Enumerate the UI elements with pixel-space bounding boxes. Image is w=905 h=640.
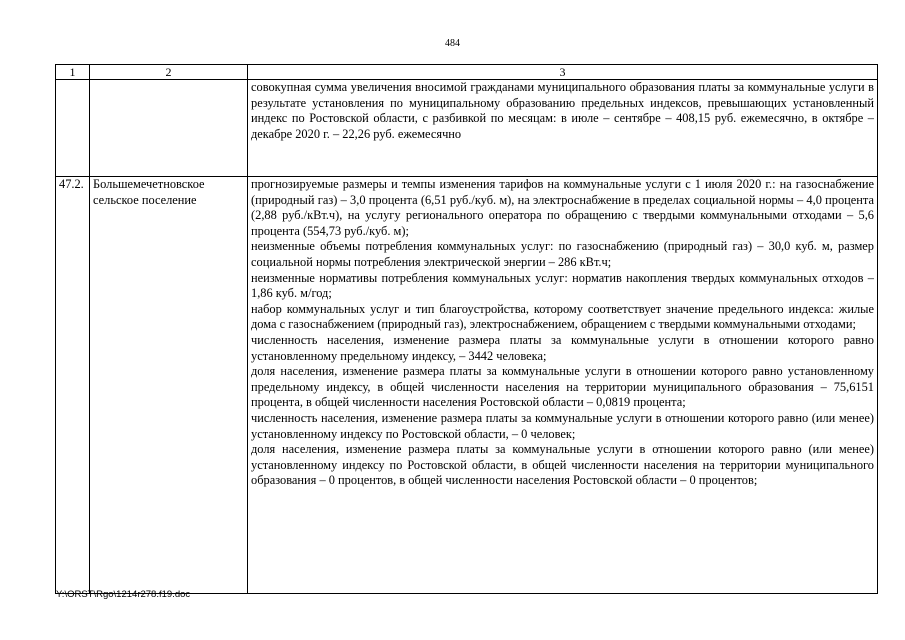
table-row-continuation — [56, 80, 878, 177]
detail-paragraph: неизменные нормативы потребления коммунальных услуг: норматив накопления твердых коммунальных отходов – 1,86 куб. м/год; — [251, 270, 874, 301]
detail-paragraph: численность населения, изменение размера платы за коммунальные услуги в отношении которого равно установленному предельному индексу, – 3442 человека; — [251, 332, 874, 363]
municipality-cell — [90, 80, 248, 177]
row-number-cell — [56, 80, 90, 177]
table-row — [56, 177, 878, 594]
document-table — [55, 64, 878, 594]
page-number: 484 — [445, 38, 460, 49]
detail-paragraph: доля населения, изменение размера платы за коммунальные услуги в отношении которого равно установленному предельному индексу, в общей численности населения на территории муниципального образования – 75,6151 процента, в общей численности населения Ростовской области – 0,0819 процента; — [251, 364, 874, 410]
municipality-name: Большемечетновское сельское поселение — [90, 177, 248, 594]
detail-paragraph: численность населения, изменение размера платы за коммунальные услуги в отношении которого равно (или менее) установленному индексу по Ростовской области, – 0 человек; — [251, 410, 874, 441]
header-row — [56, 65, 878, 80]
row-number: 47.2. — [56, 177, 90, 594]
detail-paragraph: доля населения, изменение размера платы за коммунальные услуги в отношении которого равно (или менее) установленному индексу по Ростовской области, в общей численности населения на территории муниципального образования – 0 процентов, в общей численности населения Ростовской области – 0 процентов; — [251, 442, 874, 488]
detail-paragraph: набор коммунальных услуг и тип благоустройства, которому соответствует значение предельного индекса: жилые дома с газоснабжением (природный газ), электроснабжением, обращением с твердыми коммунальными отходами; — [251, 301, 874, 332]
detail-paragraph: прогнозируемые размеры и темпы изменения тарифов на коммунальные услуги с 1 июля 2020 г.: на газоснабжение (природный газ) – 3,0 процента (6,51 руб./куб. м), на электроснабжение в пределах социальной нормы – 4,0 процента (2,88 руб./кВт.ч), на услугу регионального оператора по обращению с твердыми коммунальными отходами – 5,6 процента (554,73 руб./куб. м); — [251, 177, 874, 238]
column-header-1: 1 — [56, 65, 90, 80]
row-details — [248, 177, 878, 594]
column-header-2: 2 — [90, 65, 248, 80]
column-header-3: 3 — [248, 65, 878, 80]
continuation-text: совокупная сумма увеличения вносимой гражданами муниципального образования платы за коммунальные услуги в результате установления по муниципальному образованию предельных индексов, превышающих установленный индекс по Ростовской области, с разбивкой по месяцам: в июле – сентябре – 408,15 руб. ежемесячно, в октябре – декабре 2020 г. – 22,26 руб. ежемесячно — [248, 80, 878, 177]
file-path-footer: Y:\ORST\Rgo\1214r278.f19.doc — [56, 589, 191, 600]
detail-paragraph: неизменные объемы потребления коммунальных услуг: по газоснабжению (природный газ) – 30,0 куб. м, размер социальной нормы потребления электрической энергии – 286 кВт.ч; — [251, 239, 874, 269]
